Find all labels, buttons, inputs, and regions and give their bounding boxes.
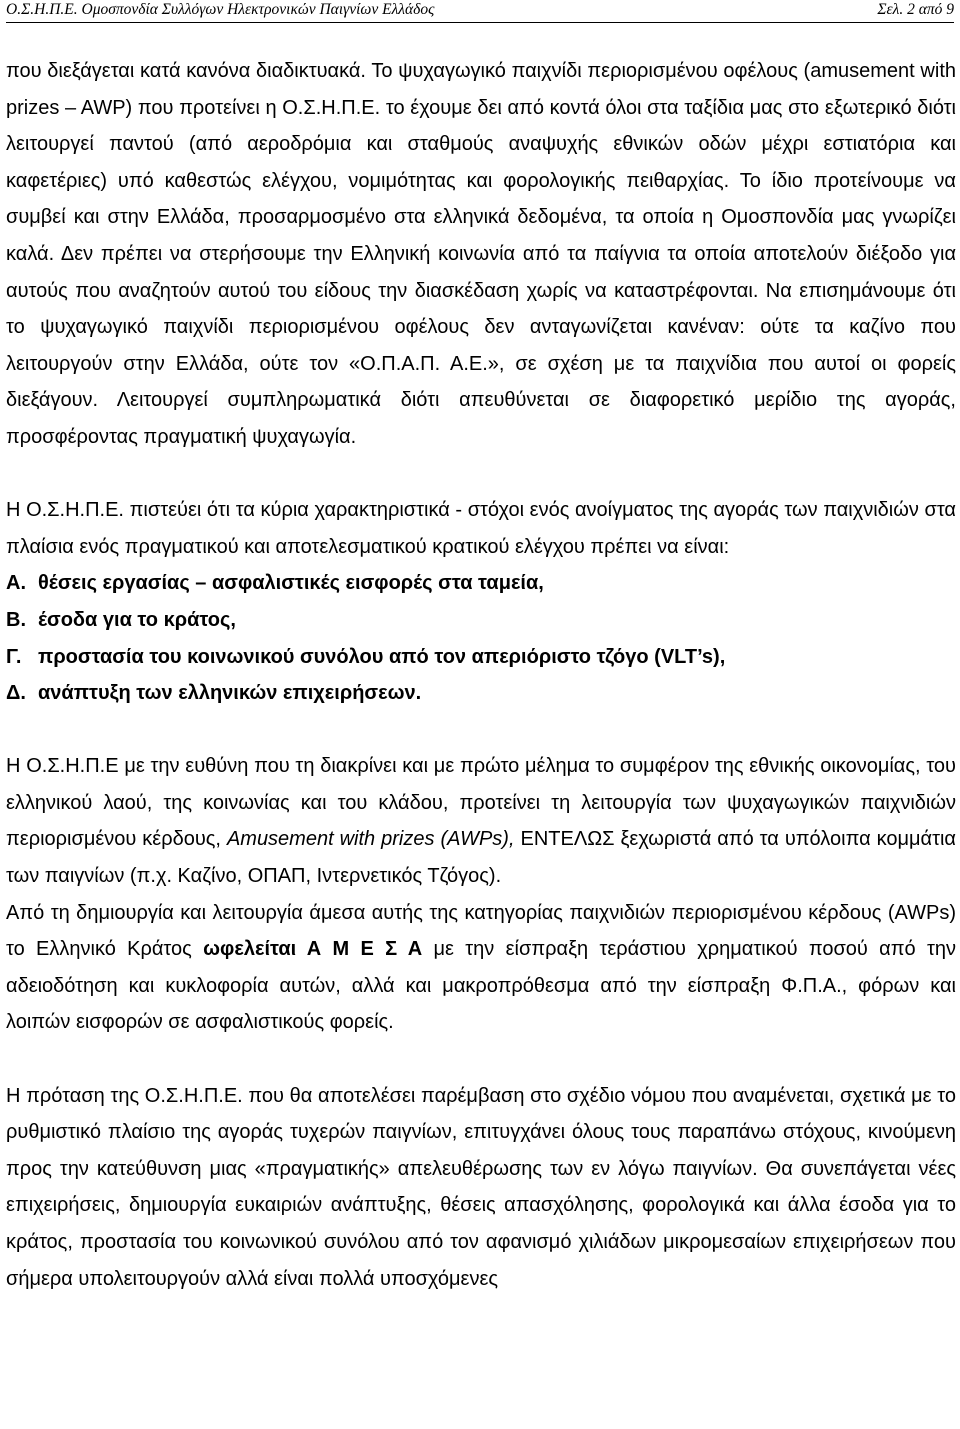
proposal-text: Η Ο.Σ.Η.Π.Ε με την ευθύνη που τη διακρίνει και με πρώτο μέλημα το συμφέρον της εθνικής οικονομίας, του ελληνικού λαού, της κοινωνίας και του κλάδου, προτείνει τη λειτουργία των ψυχαγωγικών παιχνιδιών περιορισμένου κέρδους, [6,755,956,851]
goal-text: έσοδα για το κράτος, [38,608,236,631]
goal-text: θέσεις εργασίας – ασφαλιστικές εισφορές στα ταμεία, [38,572,544,595]
header-title: Ο.Σ.Η.Π.Ε. Ομοσπονδία Συλλόγων Ηλεκτρονικών Παιγνίων Ελλάδος [6,1,435,18]
page-header [6,0,954,23]
awp-intro-text: που διεξάγεται κατά κανόνα διαδικτυακά. Το ψυχαγωγικό παιχνίδι περιορισμένου οφέλους (amusement with prizes – AWP) που προτείνει η Ο.Σ.Η.Π.Ε. το έχουμε δει από κοντά όλοι στα ταξίδια μας στο εξωτερικό διότι λειτουργεί παντού (από αεροδρόμια και σταθμούς αναψυχής εθνικών οδών μέχρι εστιατόρια και καφετέριες) υπό καθεστώς ελέγχου, νομιμότητας και φορολογικής πειθαρχίας. Το ίδιο προτείνουμε να συμβεί και στην Ελλάδα, προσαρμοσμένο στα ελληνικά δεδομένα, τα οποία η Ομοσπονδία μας γνωρίζει καλά. [6,60,956,265]
state-benefit-text: Από τη δημιουργία και λειτουργία άμεσα αυτής της κατηγορίας παιχνιδιών περιορισμένου κέρδους (AWPs) το Ελληνικό Κράτος [6,901,956,961]
goal-item [6,602,956,639]
state-benefit-emphasis: ωφελείται Α Μ Ε Σ Α [203,938,423,961]
paragraph-gap [6,456,956,493]
goals-list [6,565,956,711]
paragraph-gap [6,712,956,749]
paragraph-osipe-proposal [6,748,956,894]
goal-item [6,675,956,712]
goal-text: ανάπτυξη των ελληνικών επιχειρήσεων. [38,682,422,705]
awp-term: Amusement with prizes (AWPs), [226,828,515,851]
paragraph-gap [6,1041,956,1078]
goal-letter: Γ. [6,645,22,668]
paragraph-state-benefit [6,895,956,1041]
state-benefit-rest: με την είσπραξη τεράστιου χρηματικού ποσού από την αδειοδότηση και κυκλοφορία αυτών, αλλά και μακροπρόθεσμα από την είσπραξη Φ.Π.Α., φόρων και λοιπών εισφορών σε ασφαλιστικούς φορείς. [6,938,957,1034]
goal-item [6,565,956,602]
goal-letter: Δ. [6,682,26,705]
page-number: Σελ. 2 από 9 [877,1,954,18]
document-body [6,53,956,1297]
paragraph-goals-intro: Η Ο.Σ.Η.Π.Ε. πιστεύει ότι τα κύρια χαρακτηριστικά - στόχοι ενός ανοίγματος της αγοράς των παιχνιδιών στα πλαίσια ενός πραγματικού και αποτελεσματικού κρατικού ελέγχου πρέπει να είναι: [6,499,956,558]
proposal-separate-text: ΕΝΤΕΛΩΣ ξεχωριστά από τα υπόλοιπα κομμάτια των παιγνίων (π.χ. Καζίνο, ΟΠΑΠ, Ιντερνετικός Τζόγος). [6,828,956,888]
goal-letter: Α. [6,572,26,595]
paragraph-awp-intro [6,53,956,456]
paragraph-law-proposal: Η πρόταση της Ο.Σ.Η.Π.Ε. που θα αποτελέσει παρέμβαση στο σχέδιο νόμου που αναμένεται, σχετικά με το ρυθμιστικό πλαίσιο της αγοράς τυχερών παιγνίων, επιτυγχάνει όλους τους παραπάνω στόχους, κινούμενη προς την κατεύθυνση μιας «πραγματικής» απελευθέρωσης των εν λόγω παιγνίων. Θα συνεπάγεται νέες επιχειρήσεις, δημιουργία ευκαιριών ανάπτυξης, θέσεις απασχόλησης, φορολογικά και άλλα έσοδα για το κράτος, προστασία του κοινωνικού συνόλου από τον αφανισμό χιλιάδων μικρομεσαίων επιχειρήσεων που σήμερα υπολειτουργούν αλλά είναι πολλά υποσχόμενες [6,1084,956,1290]
social-outlet-text: Δεν πρέπει να στερήσουμε την Ελληνική κοινωνία από τα παίγνια τα οποία αποτελούν διέξοδο για αυτούς που αναζητούν αυτού του είδους την διασκέδαση χωρίς να καταστρέφονται. Να επισημάνουμε ότι το ψυχαγωγικό παιχνίδι περιορισμένου οφέλους δεν ανταγωνίζεται κανέναν: ούτε τα καζίνο που λειτουργούν στην Ελλάδα, ούτε τον «Ο.Π.Α.Π. Α.Ε.», σε σχέση με τα παιχνίδια που αυτοί οι φορείς διεξάγουν. Λειτουργεί συμπληρωματικά διότι απευθύνεται σε διαφορετικό μερίδιο της αγοράς, προσφέροντας πραγματική ψυχαγωγία. [6,242,957,448]
goal-text: προστασία του κοινωνικού συνόλου από τον απεριόριστο τζόγο (VLT’s), [38,645,726,668]
goal-letter: Β. [6,608,26,631]
goal-item [6,639,956,676]
